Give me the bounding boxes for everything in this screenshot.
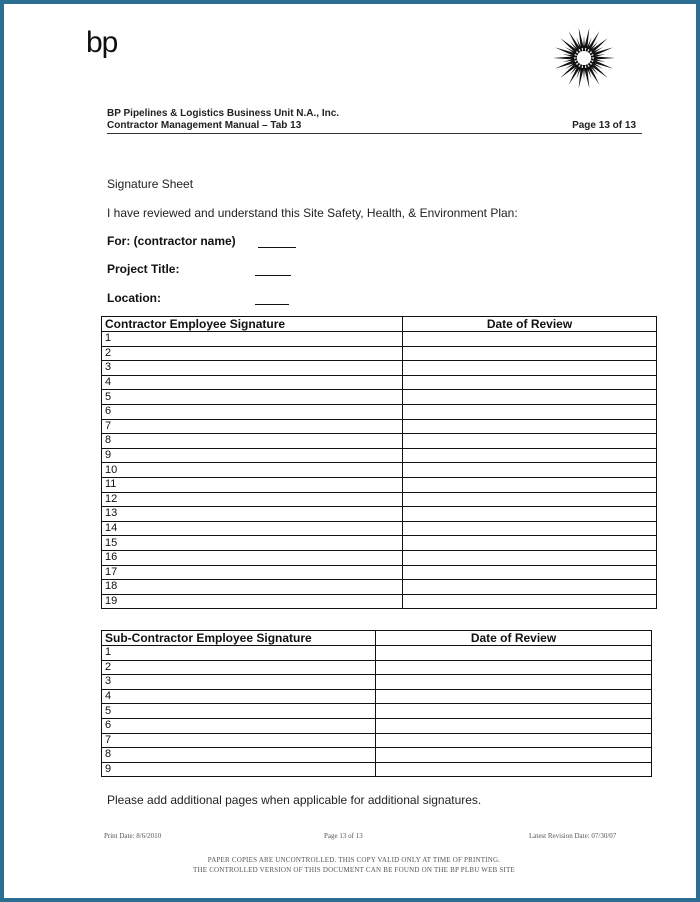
project-title-field[interactable]: [107, 262, 179, 276]
row-number: 18: [105, 580, 118, 593]
contractor-row: [102, 477, 657, 492]
contractor-row: [102, 361, 657, 376]
contractor-signature-cell[interactable]: [102, 565, 403, 580]
project-title-label: Project Title:: [107, 262, 180, 276]
subcontractor-signature-cell[interactable]: [102, 689, 376, 704]
contractor-date-cell[interactable]: [403, 536, 657, 551]
contractor-signature-cell[interactable]: [102, 346, 403, 361]
contractor-date-cell[interactable]: [403, 565, 657, 580]
contractor-row: [102, 332, 657, 347]
contractor-date-cell[interactable]: [403, 332, 657, 347]
contractor-row: [102, 390, 657, 405]
contractor-date-cell[interactable]: [403, 434, 657, 449]
subcontractor-date-cell[interactable]: [376, 748, 652, 763]
header-divider: [107, 133, 642, 134]
subcontractor-signature-cell[interactable]: [102, 733, 376, 748]
row-number: 16: [105, 551, 118, 564]
row-number: 15: [105, 536, 118, 549]
uncontrolled-copy-disclaimer: PAPER COPIES ARE UNCONTROLLED. THIS COPY VALID ONLY AT TIME OF PRINTING.: [207, 856, 501, 864]
contractor-row: [102, 521, 657, 536]
contractor-row: [102, 375, 657, 390]
subcontractor-row: [102, 646, 652, 661]
contractor-date-cell[interactable]: [403, 580, 657, 595]
subcontractor-row: [102, 675, 652, 690]
contractor-date-cell[interactable]: [403, 375, 657, 390]
subcontractor-date-cell[interactable]: [376, 660, 652, 675]
subcontractor-signature-cell[interactable]: [102, 675, 376, 690]
row-number: 2: [105, 346, 112, 359]
row-number: 5: [105, 390, 112, 403]
subcontractor-row: [102, 718, 652, 733]
row-number: 9: [105, 763, 112, 776]
contractor-date-cell[interactable]: [403, 550, 657, 565]
contractor-signature-cell[interactable]: [102, 492, 403, 507]
row-number: 3: [105, 361, 112, 374]
contractor-date-cell[interactable]: [403, 404, 657, 419]
contractor-row: [102, 419, 657, 434]
bp-helios-logo-icon: [552, 26, 616, 90]
location-label: Location:: [107, 291, 161, 305]
contractor-signature-cell[interactable]: [102, 463, 403, 478]
row-number: 4: [105, 376, 112, 389]
contractor-row: [102, 492, 657, 507]
subcontractor-row: [102, 733, 652, 748]
contractor-date-cell[interactable]: [403, 361, 657, 376]
row-number: 1: [105, 646, 112, 659]
project-title-blank[interactable]: [255, 275, 291, 276]
row-number: 7: [105, 733, 112, 746]
row-number: 12: [105, 492, 118, 505]
contractor-signature-cell[interactable]: [102, 507, 403, 522]
contractor-signature-cell[interactable]: [102, 419, 403, 434]
subcontractor-date-cell[interactable]: [376, 689, 652, 704]
contractor-date-header: Date of Review: [403, 317, 657, 332]
print-date: Print Date: 8/6/2010: [104, 832, 162, 840]
subcontractor-date-cell[interactable]: [376, 733, 652, 748]
row-number: 1: [105, 332, 112, 345]
subcontractor-date-cell[interactable]: [376, 718, 652, 733]
subcontractor-signature-table: [101, 630, 652, 777]
location-blank[interactable]: [255, 304, 289, 305]
contractor-signature-cell[interactable]: [102, 594, 403, 609]
row-number: 7: [105, 419, 112, 432]
contractor-row: [102, 580, 657, 595]
additional-pages-note: Please add additional pages when applicable for additional signatures.: [107, 793, 482, 807]
contractor-row: [102, 565, 657, 580]
location-field[interactable]: [107, 291, 161, 305]
contractor-name-blank[interactable]: [258, 247, 296, 248]
subcontractor-date-header: Date of Review: [376, 631, 652, 646]
contractor-signature-cell[interactable]: [102, 536, 403, 551]
row-number: 8: [105, 748, 112, 761]
contractor-date-cell[interactable]: [403, 390, 657, 405]
header-page-number: Page 13 of 13: [572, 120, 636, 131]
contractor-row: [102, 448, 657, 463]
row-number: 2: [105, 660, 112, 673]
bp-logo-text: bp: [86, 26, 118, 59]
contractor-row: [102, 463, 657, 478]
contractor-signature-cell[interactable]: [102, 477, 403, 492]
contractor-row: [102, 346, 657, 361]
subcontractor-date-cell[interactable]: [376, 762, 652, 777]
row-number: 11: [105, 478, 117, 491]
subcontractor-signature-cell[interactable]: [102, 646, 376, 661]
subcontractor-date-cell[interactable]: [376, 646, 652, 661]
contractor-signature-table: [101, 316, 657, 609]
row-number: 10: [105, 463, 118, 476]
row-number: 6: [105, 405, 112, 418]
header-manual: Contractor Management Manual – Tab 13: [107, 120, 302, 131]
row-number: 5: [105, 704, 112, 717]
signature-sheet-title: Signature Sheet: [107, 177, 194, 191]
subcontractor-date-cell[interactable]: [376, 675, 652, 690]
contractor-row: [102, 404, 657, 419]
contractor-signature-cell[interactable]: [102, 580, 403, 595]
contractor-date-cell[interactable]: [403, 507, 657, 522]
contractor-signature-cell[interactable]: [102, 434, 403, 449]
row-number: 17: [105, 565, 118, 578]
contractor-date-cell[interactable]: [403, 477, 657, 492]
contractor-date-cell[interactable]: [403, 463, 657, 478]
contractor-signature-cell[interactable]: [102, 375, 403, 390]
header-company: BP Pipelines & Logistics Business Unit N.A., Inc.: [107, 108, 340, 119]
contractor-signature-header: Contractor Employee Signature: [102, 317, 403, 332]
contractor-signature-cell[interactable]: [102, 390, 403, 405]
contractor-signature-cell[interactable]: [102, 332, 403, 347]
subcontractor-row: [102, 704, 652, 719]
row-number: 14: [105, 522, 118, 535]
contractor-row: [102, 434, 657, 449]
contractor-date-cell[interactable]: [403, 346, 657, 361]
subcontractor-signature-cell[interactable]: [102, 704, 376, 719]
subcontractor-signature-header: Sub-Contractor Employee Signature: [102, 631, 376, 646]
contractor-row: [102, 550, 657, 565]
contractor-signature-cell[interactable]: [102, 521, 403, 536]
contractor-row: [102, 536, 657, 551]
contractor-name-label: For: (contractor name): [107, 234, 236, 248]
row-number: 3: [105, 675, 112, 688]
subcontractor-signature-cell[interactable]: [102, 718, 376, 733]
subcontractor-row: [102, 660, 652, 675]
row-number: 4: [105, 690, 112, 703]
subcontractor-signature-cell[interactable]: [102, 748, 376, 763]
contractor-date-cell[interactable]: [403, 594, 657, 609]
subcontractor-row: [102, 748, 652, 763]
contractor-date-cell[interactable]: [403, 419, 657, 434]
contractor-signature-cell[interactable]: [102, 448, 403, 463]
controlled-version-disclaimer: THE CONTROLLED VERSION OF THIS DOCUMENT CAN BE FOUND ON THE BP PLBU WEB SITE: [193, 866, 515, 874]
intro-statement: I have reviewed and understand this Site Safety, Health, & Environment Plan:: [107, 206, 518, 220]
contractor-signature-cell[interactable]: [102, 550, 403, 565]
contractor-date-cell[interactable]: [403, 521, 657, 536]
contractor-row: [102, 507, 657, 522]
subcontractor-row: [102, 689, 652, 704]
contractor-name-field[interactable]: [107, 234, 236, 248]
contractor-signature-cell[interactable]: [102, 404, 403, 419]
contractor-row: [102, 594, 657, 609]
contractor-date-cell[interactable]: [403, 448, 657, 463]
row-number: 19: [105, 594, 118, 607]
latest-revision-date: Latest Revision Date: 07/30/07: [529, 832, 617, 840]
subcontractor-signature-cell[interactable]: [102, 660, 376, 675]
row-number: 6: [105, 719, 112, 732]
subcontractor-date-cell[interactable]: [376, 704, 652, 719]
footer-page-number: Page 13 of 13: [324, 832, 363, 840]
subcontractor-signature-cell[interactable]: [102, 762, 376, 777]
document-page: [4, 4, 696, 898]
contractor-signature-cell[interactable]: [102, 361, 403, 376]
row-number: 13: [105, 507, 118, 520]
contractor-date-cell[interactable]: [403, 492, 657, 507]
row-number: 8: [105, 434, 112, 447]
row-number: 9: [105, 449, 112, 462]
subcontractor-row: [102, 762, 652, 777]
